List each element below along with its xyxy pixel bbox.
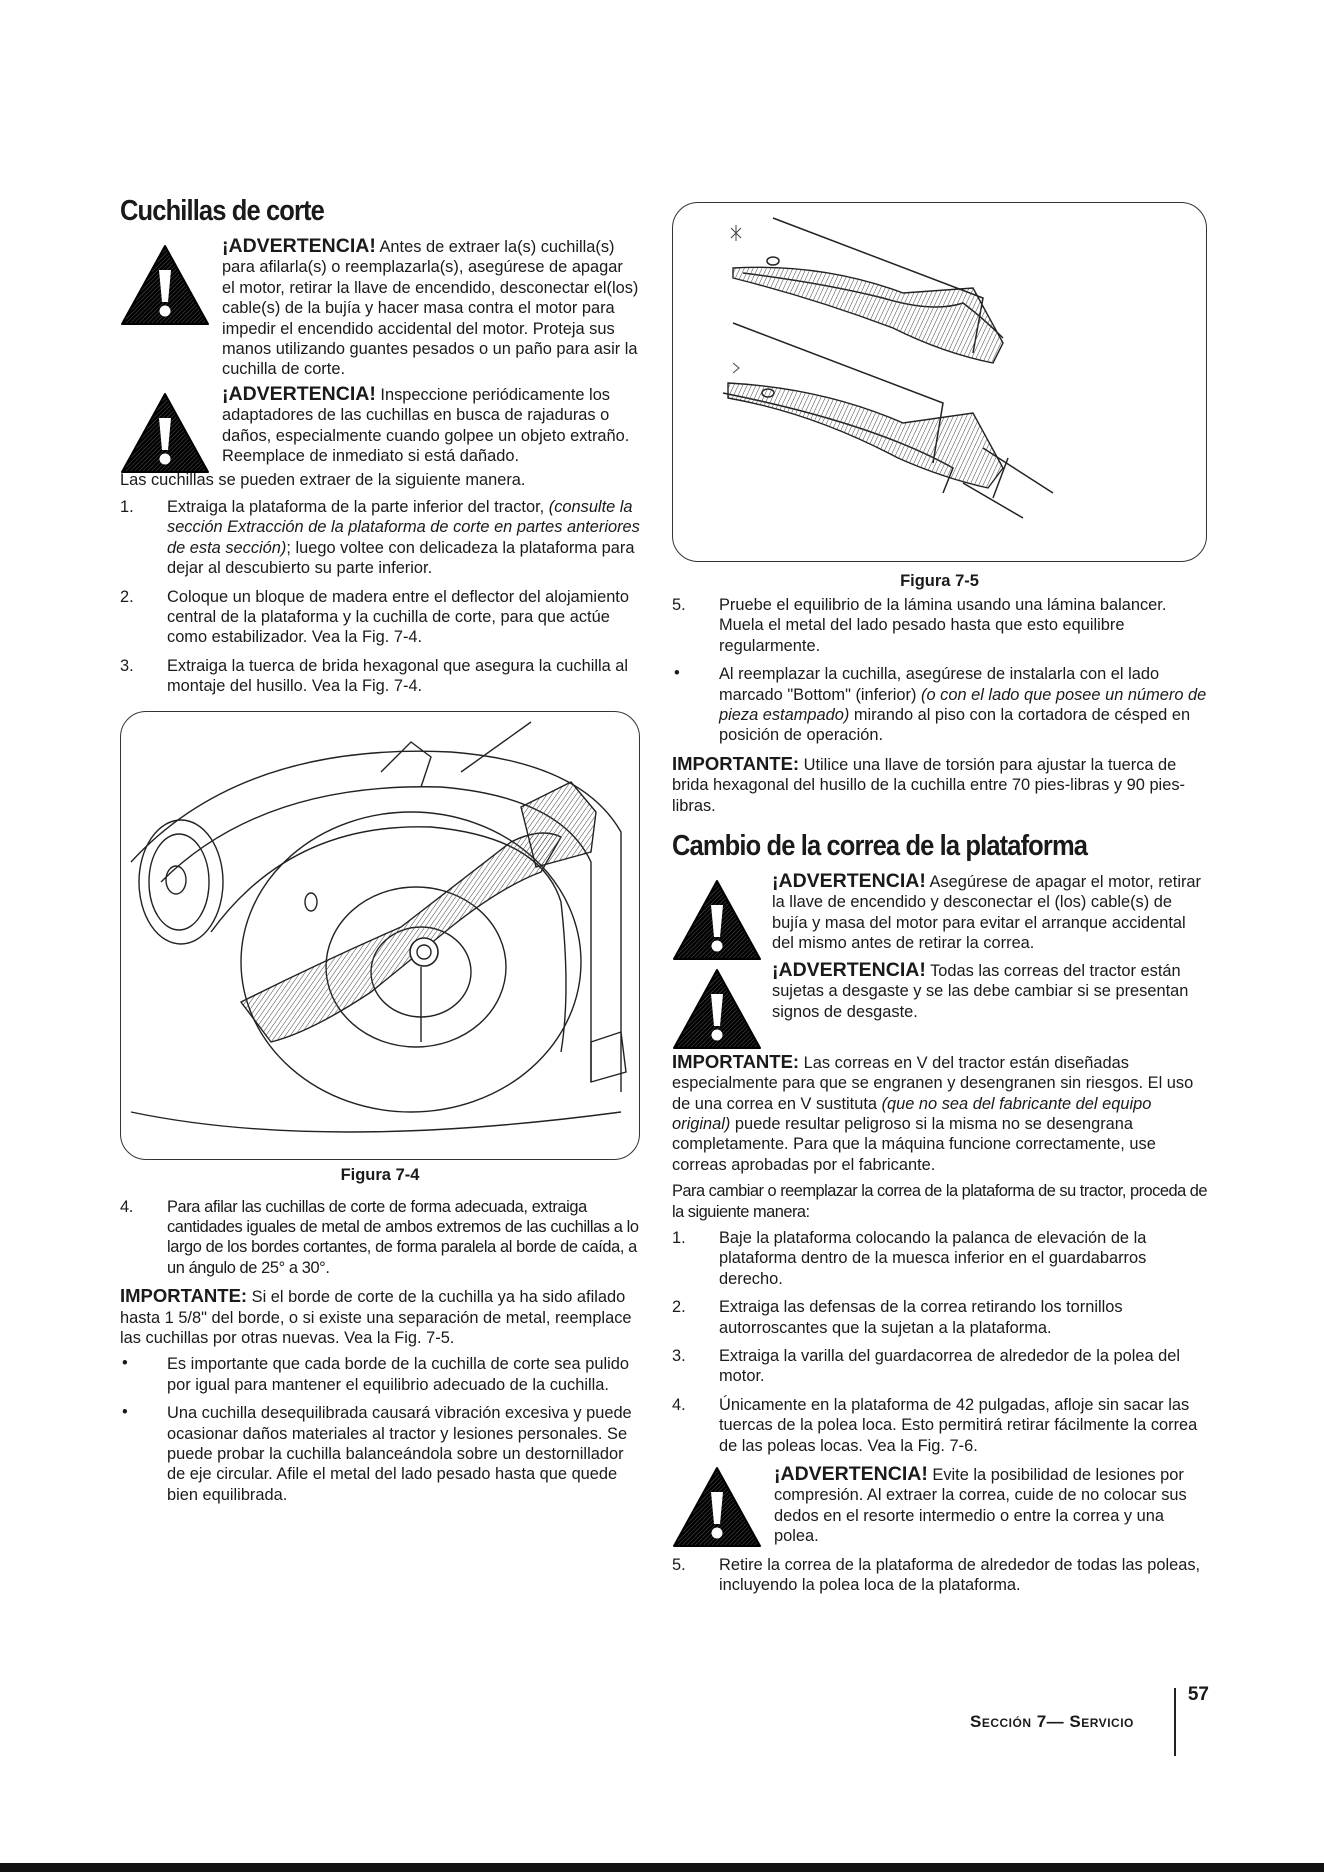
bullet-item: • Es importante que cada borde de la cuchilla de corte sea pulido por igual para mantener el equilibrio adecuado de la cuchilla. — [122, 1354, 629, 1394]
list-item: 1. Baje la plataforma colocando la palanca de elevación de la plataforma dentro de la muesca inferior en el guardabarros derecho. — [672, 1228, 1147, 1288]
list-item: 3. Extraiga la tuerca de brida hexagonal que asegura la cuchilla al montaje del husillo. Vea la Fig. 7-4. — [120, 656, 629, 696]
list-item: 5. Retire la correa de la plataforma de alrededor de todas las poleas, incluyendo la polea loca de la plataforma. — [672, 1555, 1201, 1595]
warning-triangle-icon — [672, 1466, 762, 1548]
warning-text-4: ¡ADVERTENCIA! Todas las correas del tractor están sujetas a desgaste y se las debe cambiar si se presentan signos de desgaste. — [772, 958, 1189, 1021]
warning-triangle-icon — [120, 392, 210, 474]
list-item: 2. Extraiga las defensas de la correa retirando los tornillos autorroscantes que la sujetan a la plataforma. — [672, 1298, 1123, 1337]
warning-block-3 — [672, 871, 1207, 954]
list-item: 4. Únicamente en la plataforma de 42 pulgadas, afloje sin sacar las tuercas de la polea loca. Esto permitirá retirar fácilmente la correa de las poleas locas. Vea la Fig. 7-6. — [672, 1395, 1198, 1455]
figure-7-4 — [120, 711, 640, 1160]
footer-divider — [1174, 1688, 1176, 1756]
warning-block-2 — [120, 384, 640, 467]
important-note-2: IMPORTANTE: Utilice una llave de torsión para ajustar la tuerca de brida hexagonal del husillo de la cuchilla entre 70 pies-libras y 90 pies-libras. — [672, 752, 1185, 815]
list-item: 4. Para afilar las cuchillas de corte de forma adecuada, extraiga cantidades iguales de metal de ambos extremos de las cuchillas a lo largo de los bordes cortantes, de forma paralela al borde de caída, a un ángulo de 25° a 30°. — [120, 1197, 639, 1277]
left-column — [120, 195, 640, 1513]
scan-edge — [0, 1863, 1324, 1872]
list-item: 5. Pruebe el equilibrio de la lámina usando una lámina balancer. Muela el metal del lado pesado hasta que esto equilibre regularmente. — [672, 596, 1167, 655]
right-column — [672, 202, 1207, 1603]
intro-text-2: Para cambiar o reemplazar la correa de la plataforma de su tractor, proceda de la siguiente manera: — [672, 1182, 1207, 1221]
figure-caption-7-5: Figura 7-5 — [900, 572, 979, 590]
warning-text-3: ¡ADVERTENCIA! Asegúrese de apagar el motor, retirar la llave de encendido y desconectar el (los) cable(s) de bujía y masa del motor para evitar el arranque accidental del mismo antes de retirar la correa. — [772, 870, 1201, 953]
list-item: 3. Extraiga la varilla del guardacorrea de alrededor de la polea del motor. — [672, 1346, 1181, 1386]
warning-block-1 — [120, 236, 640, 380]
warning-text-2: ¡ADVERTENCIA! Inspeccione periódicamente los adaptadores de las cuchillas en busca de rajaduras o daños, especialmente cuando golpee un objeto extraño. Reemplace de inmediato si está dañado. — [222, 382, 630, 466]
list-item: 2. Coloque un bloque de madera entre el deflector del alojamiento central de la plataforma y la cuchilla de corte, para que actúe como estabilizador. Vea la Fig. 7-4. — [120, 587, 629, 647]
page-number: 57 — [1187, 1684, 1209, 1705]
warning-text-5: ¡ADVERTENCIA! Evite la posibilidad de lesiones por compresión. Al extraer la correa, cuide de no colocar sus dedos en el resorte intermedio o entre la correa y una polea. — [774, 1463, 1187, 1546]
page-footer — [969, 1684, 1209, 1756]
section-heading-cuchillas: Cuchillas de corte — [120, 195, 324, 227]
warning-triangle-icon — [120, 244, 210, 326]
figure-7-5 — [672, 202, 1207, 562]
bullet-item: • Al reemplazar la cuchilla, asegúrese de instalarla con el lado marcado "Bottom" (inferior) (o con el lado que posee un número de pieza estampado) mirando al piso con la cortadora de césped en posición de operación. — [674, 664, 1207, 745]
figure-caption-7-4: Figura 7-4 — [340, 1165, 420, 1184]
blade-illustration — [673, 203, 1206, 561]
warning-block-4 — [672, 960, 1207, 1038]
warning-text-1: ¡ADVERTENCIA! Antes de extraer la(s) cuchilla(s) para afilarla(s) o reemplazarla(s), asegúrese de apagar el motor, retirar la llave de encendido, desconectar el(los) cable(s) de la bujía y hacer masa contra el motor para impedir el encendido accidental del motor. Proteja sus manos utilizando guantes pesados o un paño para asir la cuchilla de corte. — [222, 235, 639, 379]
mower-deck-illustration — [121, 712, 641, 1159]
warning-triangle-icon — [672, 968, 762, 1050]
bullet-item: • Una cuchilla desequilibrada causará vibración excesiva y puede ocasionar daños materiales al tractor y lesiones personales. Se puede probar la cuchilla balanceándola sobre un destornillador de eje circular. Afile el metal del lado pesado hasta que quede bien equilibrada. — [122, 1403, 632, 1504]
footer-section-label: Sección 7— Servicio — [969, 1712, 1134, 1731]
warning-triangle-icon — [672, 879, 762, 961]
list-item: 1. Extraiga la plataforma de la parte inferior del tractor, (consulte la sección Extracción de la plataforma de corte en partes anteriores de esta sección); luego voltee con delicadeza la plataforma para dejar al descubierto su parte inferior. — [120, 497, 640, 578]
important-note-3: IMPORTANTE: Las correas en V del tractor están diseñadas especialmente para que se engranen y desengranen sin riesgos. El uso de una correa en V sustituta (que no sea del fabricante del equipo original) puede resultar peligroso si la misma no se desengrana completamente. Para que la máquina funcione correctamente, use correas aprobadas por el fabricante. — [672, 1050, 1194, 1174]
warning-block-5 — [672, 1464, 1207, 1547]
intro-text: Las cuchillas se pueden extraer de la siguiente manera. — [120, 471, 526, 490]
important-note-1: IMPORTANTE: Si el borde de corte de la cuchilla ya ha sido afilado hasta 1 5/8" del borde, o si existe una separación de metal, reemplace las cuchillas por otras nuevas. Vea la Fig. 7-5. — [120, 1285, 632, 1347]
section-heading-correa: Cambio de la correa de la plataforma — [672, 830, 1088, 863]
